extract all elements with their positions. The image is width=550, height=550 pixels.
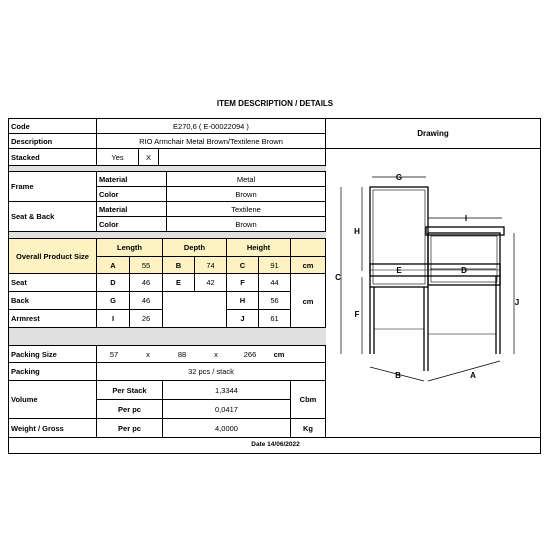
packing-size-x: x bbox=[146, 349, 150, 359]
page-title: ITEM DESCRIPTION / DETAILS bbox=[216, 99, 334, 108]
item-details-sheet bbox=[8, 118, 541, 454]
armrest-label: Armrest bbox=[9, 310, 97, 328]
overall-size-label: Overall Product Size bbox=[9, 239, 97, 274]
volume-per-stack-value: 1,3344 bbox=[163, 381, 291, 400]
packing-size-height: 266 bbox=[243, 349, 257, 359]
dim-C-value: 91 bbox=[259, 257, 291, 274]
stacked-label: Stacked bbox=[9, 149, 97, 166]
packing-size-x: x bbox=[214, 349, 218, 359]
packing-value: 32 pcs / stack bbox=[97, 363, 326, 381]
dim-B-value: 74 bbox=[195, 257, 227, 274]
dim-H-letter: H bbox=[227, 292, 259, 310]
drawing-letter-J: J bbox=[514, 298, 520, 307]
dim-E-value: 42 bbox=[195, 274, 227, 292]
unit-header-empty bbox=[291, 239, 326, 257]
description-label: Description bbox=[9, 134, 97, 149]
dim-B-letter: B bbox=[163, 257, 195, 274]
weight-per-pc-label: Per pc bbox=[97, 419, 163, 438]
dim-F-value: 44 bbox=[259, 274, 291, 292]
drawing-letter-E: E bbox=[396, 266, 402, 275]
seat-back-material-value: Textilene bbox=[167, 202, 326, 217]
seat-back-color-value: Brown bbox=[167, 217, 326, 232]
date-label: Date 14/06/2022 bbox=[251, 441, 300, 448]
armrest-unit-empty bbox=[291, 310, 326, 328]
drawing-letter-I: I bbox=[464, 214, 468, 223]
dim-D-letter: D bbox=[97, 274, 130, 292]
dim-C-letter: C bbox=[227, 257, 259, 274]
code-value: E270,6 ( E-00022094 ) bbox=[97, 119, 326, 134]
stacked-empty bbox=[159, 149, 326, 166]
dim-H-value: 56 bbox=[259, 292, 291, 310]
armrest-depth-empty bbox=[163, 310, 227, 328]
dim-J-letter: J bbox=[227, 310, 259, 328]
volume-per-pc-value: 0,0417 bbox=[163, 400, 291, 419]
back-depth-empty bbox=[163, 292, 227, 310]
length-header: Length bbox=[97, 239, 163, 257]
row-separator bbox=[9, 232, 326, 239]
seat-back-label: Seat & Back bbox=[9, 202, 97, 232]
dim-F-letter: F bbox=[227, 274, 259, 292]
height-header: Height bbox=[227, 239, 291, 257]
weight-label: Weight / Gross bbox=[9, 419, 97, 438]
drawing-letter-G: G bbox=[395, 173, 403, 182]
frame-color-value: Brown bbox=[167, 187, 326, 202]
frame-material-label: Material bbox=[97, 172, 167, 187]
stacked-mark: X bbox=[139, 149, 159, 166]
frame-material-value: Metal bbox=[167, 172, 326, 187]
drawing-letter-H: H bbox=[354, 227, 360, 236]
frame-color-label: Color bbox=[97, 187, 167, 202]
packing-size-unit: cm bbox=[273, 349, 285, 359]
dim-A-value: 55 bbox=[130, 257, 163, 274]
dim-I-value: 26 bbox=[130, 310, 163, 328]
weight-unit: Kg bbox=[291, 419, 326, 438]
packing-size-length: 57 bbox=[109, 349, 119, 359]
drawing-letter-B: B bbox=[395, 371, 401, 380]
packing-label: Packing bbox=[9, 363, 97, 381]
depth-header: Depth bbox=[163, 239, 227, 257]
description-value: RIO Armchair Metal Brown/Textilene Brown bbox=[97, 134, 326, 149]
dim-G-letter: G bbox=[97, 292, 130, 310]
packing-size-label: Packing Size bbox=[9, 346, 97, 363]
drawing-letter-A: A bbox=[470, 371, 476, 380]
seat-label: Seat bbox=[9, 274, 97, 292]
volume-label: Volume bbox=[9, 381, 97, 419]
dim-unit: cm bbox=[291, 257, 326, 274]
packing-size-value bbox=[97, 346, 326, 363]
back-unit: cm bbox=[291, 292, 326, 310]
drawing-letter-C: C bbox=[335, 273, 341, 282]
volume-per-pc-label: Per pc bbox=[97, 400, 163, 419]
back-label: Back bbox=[9, 292, 97, 310]
code-label: Code bbox=[9, 119, 97, 134]
drawing-letter-D: D bbox=[461, 266, 467, 275]
weight-value: 4,0000 bbox=[163, 419, 291, 438]
dim-A-letter: A bbox=[97, 257, 130, 274]
row-separator bbox=[9, 328, 326, 346]
seat-back-color-label: Color bbox=[97, 217, 167, 232]
volume-unit: Cbm bbox=[291, 381, 326, 419]
seat-unit-empty bbox=[291, 274, 326, 292]
dim-I-letter: I bbox=[97, 310, 130, 328]
seat-back-material-label: Material bbox=[97, 202, 167, 217]
drawing-label: Drawing bbox=[326, 119, 540, 149]
drawing-panel bbox=[326, 119, 540, 438]
packing-size-width: 88 bbox=[177, 349, 187, 359]
stacked-yes: Yes bbox=[97, 149, 139, 166]
dim-E-letter: E bbox=[163, 274, 195, 292]
armchair-drawing bbox=[326, 149, 540, 438]
dim-G-value: 46 bbox=[130, 292, 163, 310]
frame-label: Frame bbox=[9, 172, 97, 202]
dim-D-value: 46 bbox=[130, 274, 163, 292]
drawing-letter-F: F bbox=[354, 310, 360, 319]
dim-J-value: 61 bbox=[259, 310, 291, 328]
volume-per-stack-label: Per Stack bbox=[97, 381, 163, 400]
